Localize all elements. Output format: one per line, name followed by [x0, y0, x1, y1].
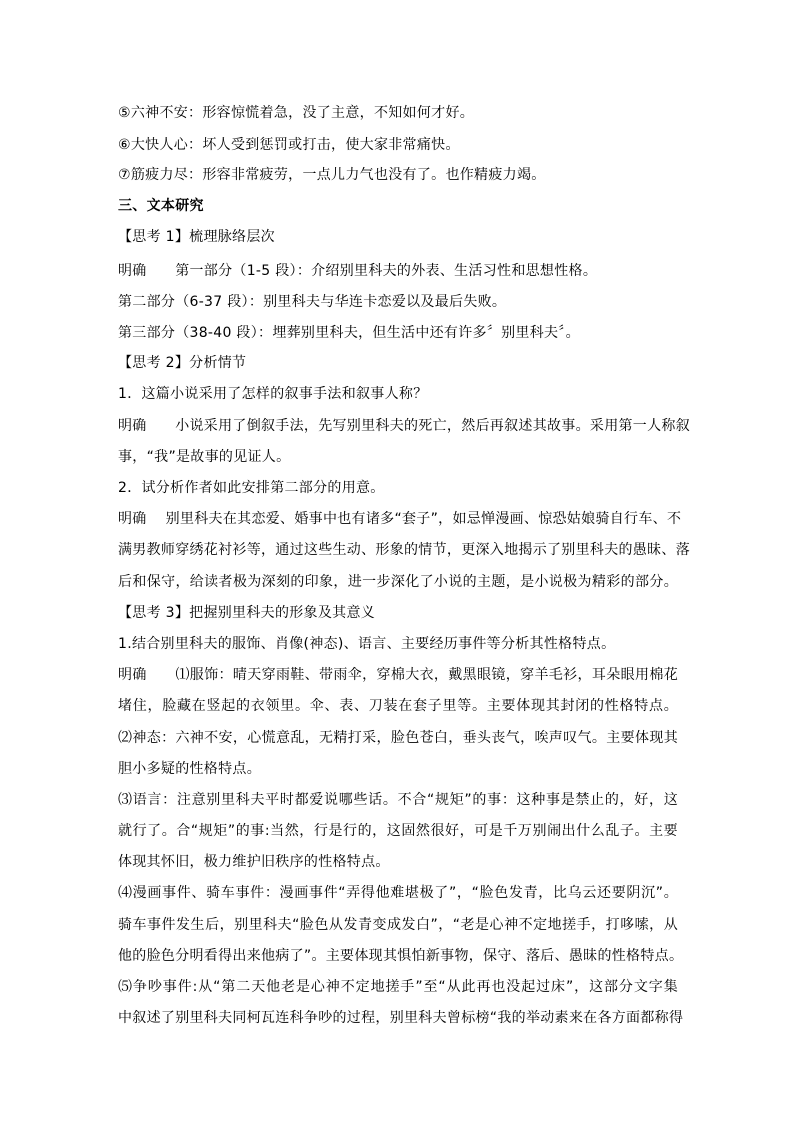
answer-3-line-5: ⑶语言：注意别里科夫平时都爱说哪些话。不合“规矩”的事：这种事是禁止的，好，这	[118, 792, 678, 808]
question-3: 1.结合别里科夫的服饰、肖像(神态)、语言、主要经历事件等分析其性格特点。	[118, 636, 616, 652]
answer-3-line-11: ⑸争吵事件:从“第二天他老是心神不定地搓手”至“从此再也没起过床”，这部分文字集	[118, 979, 678, 995]
question-1: 1．这篇小说采用了怎样的叙事手法和叙事人称？	[118, 386, 428, 402]
answer-3-line-6: 就行了。合“规矩”的事:当然，行是行的，这固然很好，可是千万别闹出什么乱子。主要	[118, 823, 678, 839]
answer-3-line-1: 明确 ⑴服饰：晴天穿雨鞋、带雨伞，穿棉大衣，戴黑眼镜，穿羊毛衫，耳朵眼用棉花	[118, 667, 678, 683]
vocab-item-5: ⑤六神不安：形容惊慌着急，没了主意，不知如何才好。	[118, 105, 475, 121]
answer-3-line-3: ⑵神态：六神不安，心慌意乱，无精打采，脸色苍白，垂头丧气，唉声叹气。主要体现其	[118, 730, 678, 746]
vocab-item-7: ⑦筋疲力尽：形容非常疲劳，一点儿力气也没有了。也作精疲力竭。	[118, 167, 546, 183]
answer-2-line-2: 满男教师穿绣花衬衫等，通过这些生动、形象的情节，更深入地揭示了别里科夫的愚昧、落	[118, 542, 690, 558]
answer-part-1: 明确 第一部分（1-5 段）：介绍别里科夫的外表、生活习性和思想性格。	[118, 263, 598, 279]
answer-3-line-2: 堵住，脸藏在竖起的衣领里。伞、表、刀装在套子里等。主要体现其封闭的性格特点。	[118, 698, 678, 714]
answer-2-line-3: 后和保守，给读者极为深刻的印象，进一步深化了小说的主题，是小说极为精彩的部分。	[118, 574, 678, 590]
question-2: 2．试分析作者如此安排第二部分的用意。	[118, 480, 385, 496]
section-heading: 三、文本研究	[118, 198, 204, 214]
answer-1-line-2: 事，“我”是故事的见证人。	[118, 449, 291, 465]
answer-3-line-7: 体现其怀旧，极力维护旧秩序的性格特点。	[118, 854, 390, 870]
think-2-heading: 【思考 2】分析情节	[118, 355, 247, 371]
answer-3-line-8: ⑷漫画事件、骑车事件：漫画事件“弄得他难堪极了”，“脸色发青，比乌云还要阴沉”。	[118, 885, 678, 901]
answer-3-line-9: 骑车事件发生后，别里科夫“脸色从发青变成发白”，“老是心神不定地搓手，打哆嗦，从	[118, 917, 678, 933]
answer-3-line-4: 胆小多疑的性格特点。	[118, 761, 261, 777]
think-3-heading: 【思考 3】把握别里科夫的形象及其意义	[118, 605, 376, 621]
answer-2-line-1: 明确 别里科夫在其恋爱、婚事中也有诸多“套子”，如忌惮漫画、惊恐姑娘骑自行车、不	[118, 511, 682, 527]
answer-3-line-12: 中叙述了别里科夫同柯瓦连科争吵的过程，别里科夫曾标榜“我的举动素来在各方面都称得	[118, 1010, 684, 1026]
answer-part-2: 第二部分（6-37 段）：别里科夫与华连卡恋爱以及最后失败。	[118, 294, 507, 310]
answer-part-3: 第三部分（38-40 段）：埋葬别里科夫，但生活中还有许多〞别里科夫〞。	[118, 325, 580, 341]
think-1-heading: 【思考 1】梳理脉络层次	[118, 229, 275, 245]
vocab-item-6: ⑥大快人心：坏人受到惩罚或打击，使大家非常痛快。	[118, 137, 460, 153]
answer-1-line-1: 明确 小说采用了倒叙手法，先写别里科夫的死亡，然后再叙述其故事。采用第一人称叙	[118, 418, 690, 434]
answer-3-line-10: 他的脸色分明看得出来他病了”。主要体现其惧怕新事物，保守、落后、愚昧的性格特点。	[118, 948, 684, 964]
